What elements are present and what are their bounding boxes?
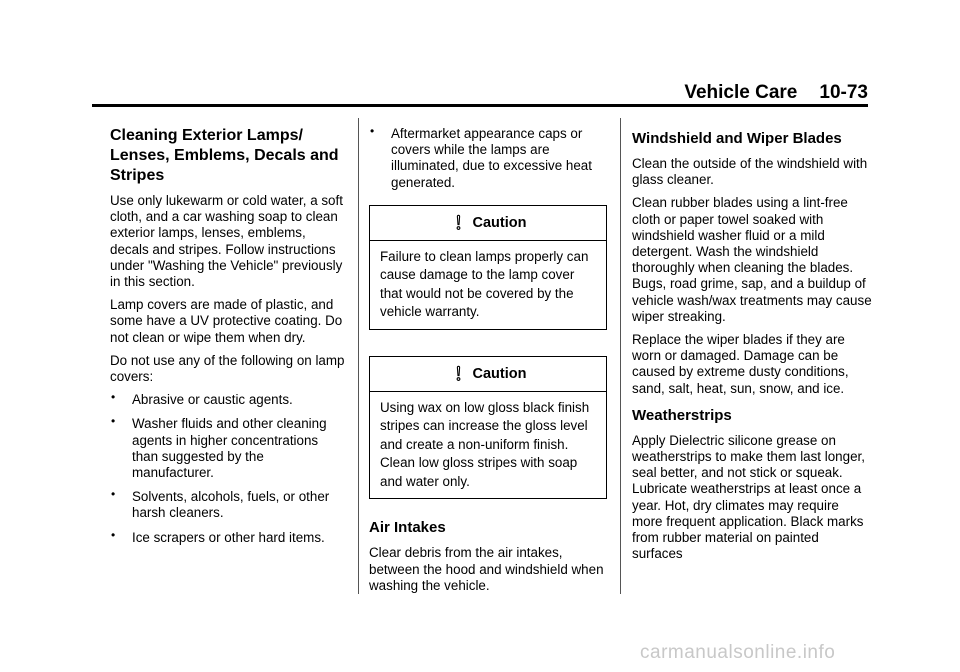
lamp-cover-bullet-list-cont <box>369 126 607 191</box>
lamp-cover-bullet-list <box>110 392 346 546</box>
header-rule <box>92 104 868 107</box>
wipers-paragraph-3: Replace the wiper blades if they are worn or damaged. Damage can be caused by extreme dusty conditions, sand, salt, heat, sun, snow, and ice. <box>632 332 849 396</box>
lamps-paragraph-1: Use only lukewarm or cold water, a soft cloth, and a car washing soap to clean exterior lamps, lenses, emblems, decals and stripes. Follow instructions under "Washing the Vehicle" previously in this section. <box>110 193 343 290</box>
wipers-heading: Windshield and Wiper Blades <box>632 130 842 147</box>
column-divider-1 <box>358 118 359 594</box>
caution-title: Caution <box>472 214 527 231</box>
bullet-text: Washer fluids and other cleaning agents in higher concentrations than suggested by the manufacturer. <box>132 416 327 481</box>
watermark: carmanualsonline.info <box>640 642 836 663</box>
lamps-paragraph-2: Lamp covers are made of plastic, and some have a UV protective coating. Do not clean or wipe them when dry. <box>110 297 343 345</box>
running-head <box>684 82 868 104</box>
bullet-item <box>110 489 346 521</box>
column-3 <box>632 126 872 569</box>
bullet-icon: • <box>111 527 116 542</box>
bullet-text: Ice scrapers or other hard items. <box>132 529 325 545</box>
bullet-icon: • <box>111 390 116 405</box>
bullet-icon: • <box>111 487 116 502</box>
air-intakes-paragraph: Clear debris from the air intakes, between the hood and windshield when washing the vehicle. <box>369 545 604 593</box>
caution-text: Using wax on low gloss black finish stripes can increase the gloss level and create a non-uniform finish. Clean low gloss stripes with soap and water only. <box>380 399 590 489</box>
lamps-paragraph-3: Do not use any of the following on lamp covers: <box>110 352 345 385</box>
bullet-text: Solvents, alcohols, fuels, or other harsh cleaners. <box>132 489 330 521</box>
weatherstrips-heading: Weatherstrips <box>632 406 732 424</box>
wipers-paragraph-1: Clean the outside of the windshield with glass cleaner. <box>632 156 868 188</box>
caution-box-1 <box>369 205 607 330</box>
caution-title: Caution <box>472 365 527 382</box>
bullet-item <box>110 392 346 408</box>
caution-icon <box>450 365 467 382</box>
column-divider-2 <box>620 118 621 594</box>
bullet-item <box>110 416 346 481</box>
bullet-item <box>110 527 346 546</box>
caution-icon <box>450 214 467 231</box>
air-intakes-heading: Air Intakes <box>369 519 446 537</box>
bullet-text: Abrasive or caustic agents. <box>132 392 293 408</box>
bullet-text: Aftermarket appearance caps or covers while the lamps are illuminated, due to excessive heat generated. <box>391 126 592 190</box>
caution-header <box>370 357 606 392</box>
column-1 <box>110 126 346 554</box>
lamps-heading: Cleaning Exterior Lamps/ Lenses, Emblems, Decals and Stripes <box>110 127 339 184</box>
bullet-item <box>369 126 607 191</box>
page-header <box>92 82 868 104</box>
bullet-icon: • <box>111 414 116 429</box>
page-number: 10-73 <box>819 82 868 103</box>
caution-header <box>370 206 606 241</box>
caution-box-2 <box>369 356 607 500</box>
bullet-icon: • <box>370 124 375 138</box>
weatherstrips-paragraph: Apply Dielectric silicone grease on weatherstrips to make them last longer, seal better, and not stick or squeak. Lubricate weatherstrips at least once a year. Hot, dry climates may require more frequent application. Black marks from rubber material on painted surfaces <box>632 432 865 562</box>
wipers-paragraph-2: Clean rubber blades using a lint-free cloth or paper towel soaked with windshield washer fluid or a mild detergent. Wash the windshield thoroughly when cleaning the blades. Bugs, road grime, sap, and a buildup of vehicle wash/wax treatments may cause wiper streaking. <box>632 195 872 324</box>
section-title: Vehicle Care <box>684 82 798 103</box>
caution-text: Failure to clean lamps properly can cause damage to the lamp cover that would not be covered by the vehicle warranty. <box>380 248 589 320</box>
column-2 <box>369 126 607 601</box>
